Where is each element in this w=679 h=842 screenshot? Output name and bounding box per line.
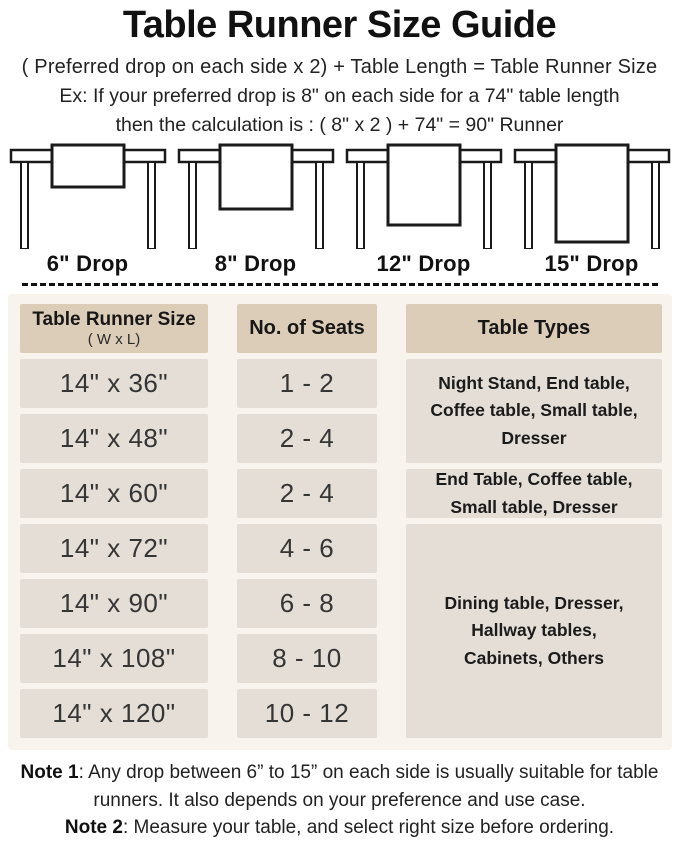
- seats-cell: 6 - 8: [237, 579, 377, 628]
- drop-label-6in: 6" Drop: [46, 251, 129, 276]
- drop-label-12in: 12" Drop: [376, 251, 471, 276]
- size-guide-table: [8, 294, 672, 750]
- example-line-1: Ex: If your preferred drop is 8" on each side for a 74" table length: [59, 85, 620, 107]
- table-types-cell-small-tables: Night Stand, End table, Coffee table, Small table, Dresser: [406, 359, 662, 463]
- table-runner-drawing-icon: [512, 143, 672, 249]
- size-cell: 14" x 60": [20, 469, 208, 518]
- table-illustration-12in-drop: [340, 143, 508, 249]
- size-cell: 14" x 72": [20, 524, 208, 573]
- column-header-runner-size-subtitle: ( W x L): [87, 330, 141, 348]
- table-runner-drawing-icon: [8, 143, 168, 249]
- table-runner-drawing-icon: [344, 143, 504, 249]
- table-types-cell-medium-tables: End Table, Coffee table, Small table, Dresser: [406, 469, 662, 518]
- seats-cell: 10 - 12: [237, 689, 377, 738]
- note-2-label: Note 2: [64, 817, 123, 839]
- size-cell: 14" x 36": [20, 359, 208, 408]
- column-header-seats: No. of Seats: [237, 304, 377, 353]
- seats-cell: 2 - 4: [237, 414, 377, 463]
- note-1-text: : Any drop between 6” to 15” on each side is usually suitable for table runners. It also depends on your preference and use case.: [78, 762, 659, 811]
- seats-cell: 2 - 4: [237, 469, 377, 518]
- seats-cell: 1 - 2: [237, 359, 377, 408]
- table-illustration-8in-drop: [172, 143, 340, 249]
- note-1: [0, 759, 679, 814]
- table-illustration-15in-drop: [508, 143, 676, 249]
- column-header-runner-size-title: Table Runner Size: [32, 308, 196, 330]
- size-cell: 14" x 48": [20, 414, 208, 463]
- table-runner-drawing-icon: [176, 143, 336, 249]
- note-1-label: Note 1: [20, 762, 79, 783]
- dashed-divider: [22, 283, 658, 286]
- notes-section: [0, 759, 679, 842]
- example-line-2: then the calculation is : ( 8" x 2 ) + 74" = 90" Runner: [115, 114, 564, 136]
- size-cell: 14" x 120": [20, 689, 208, 738]
- size-cell: 14" x 108": [20, 634, 208, 683]
- formula-text: ( Preferred drop on each side x 2) + Table Length = Table Runner Size: [21, 56, 658, 78]
- note-2-text: : Measure your table, and select right size before ordering.: [122, 817, 615, 839]
- drop-label-15in: 15" Drop: [544, 251, 639, 276]
- size-cell: 14" x 90": [20, 579, 208, 628]
- seats-cell: 4 - 6: [237, 524, 377, 573]
- table-illustration-6in-drop: [4, 143, 172, 249]
- drop-label-8in: 8" Drop: [214, 251, 297, 276]
- column-header-table-types: Table Types: [406, 304, 662, 353]
- column-header-runner-size: [20, 304, 208, 353]
- page-title: Table Runner Size Guide: [122, 4, 557, 46]
- seats-cell: 8 - 10: [237, 634, 377, 683]
- note-2: [0, 814, 679, 842]
- table-types-cell-large-tables: Dining table, Dresser, Hallway tables, Cabinets, Others: [406, 524, 662, 738]
- drop-illustrations: [4, 143, 676, 249]
- drop-labels-row: [4, 251, 676, 277]
